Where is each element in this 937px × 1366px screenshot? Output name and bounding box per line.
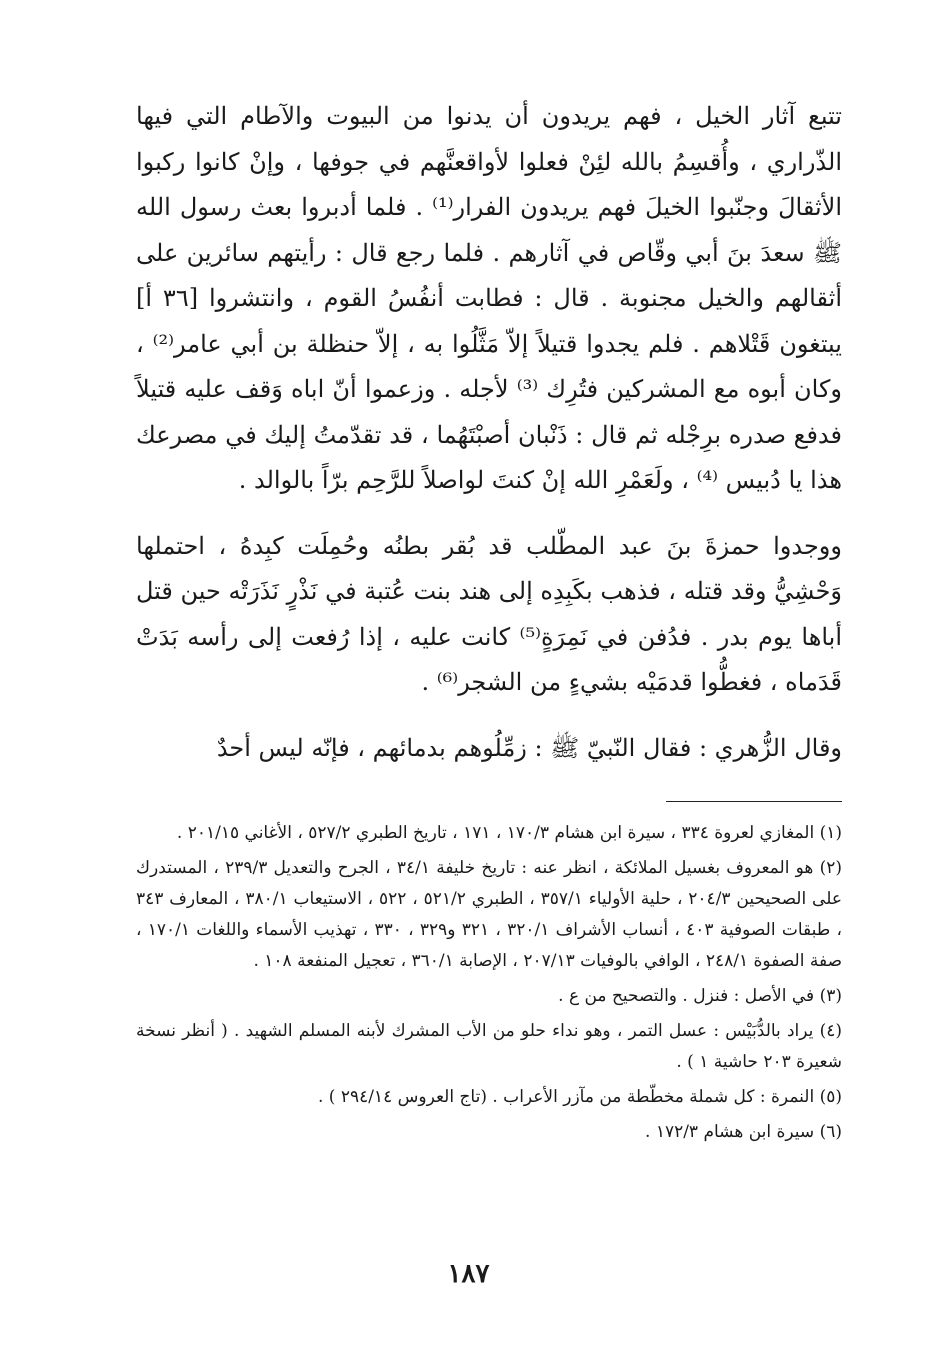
page-number: ١٨٧ — [447, 1259, 490, 1289]
paragraph-2: ووجدوا حمزةَ بنَ عبد المطّلب قد بُقر بطنُه وحُمِلَت كبِدهُ ، احتملها وَحْشِيُّ وقد قتله ، فذهب بكَبِدِه إلى هند بنت عُتبة في نَذْرٍ نَذَرَتْه حين قتل أباها يوم بدر . فدُفن في نَمِرَةٍ⁽⁵⁾ كانت عليه ، إذا رُفعت إلى رأسه بَدَتْ قَدَماه ، فغطُّوا قدمَيْه بشيءٍ من الشجر⁽⁶⁾ . — [136, 531, 843, 696]
footnote-4: (٤) يراد بالدُّبَيْس : عسل التمر ، وهو نداء حلو من الأب المشرك لأبنه المسلم الشهيد . ( أنظر نسخة شعيرة ٢٠٣ حاشية ١ ) . — [136, 1021, 842, 1072]
footnotes — [136, 818, 842, 1152]
footnote-6: (٦) سيرة ابن هشام ١٧٢/٣ . — [645, 1122, 842, 1142]
footnote-2: (٢) هو المعروف بغسيل الملائكة ، انظر عنه : تاريخ خليفة ٣٤/١ ، الجرح والتعديل ٢٣٩/٣ ، المستدرك على الصحيحين ٢٠٤/٣ ، حلية الأولياء ٣٥٧/١ ، الطبري ٥٢١/٢ ، ٥٢٢ ، الاستيعاب ٣٨٠/١ ، المعارف ٣٤٣ ، طبقات الصوفية ٤٠٣ ، أنساب الأشراف ٣٢٠/١ ، ٣٢١ و٣٢٩ ، ٣٣٠ ، تهذيب الأسماء واللغات ١٧٠/١ ، صفة الصفوة ٢٤٨/١ ، الوافي بالوفيات ٢٠٧/١٣ ، الإصابة ٣٦٠/١ ، تعجيل المنفعة ١٠٨ . — [136, 858, 843, 971]
paragraph-1: تتبع آثار الخيل ، فهم يريدون أن يدنوا من البيوت والآطام التي فيها الذّراري ، وأُقسِمُ بالله لئِنْ فعلوا لأواقعنَّهم في جوفها ، وإنْ كانوا ركبوا الأثقالَ وجنّبوا الخيلَ فهم يريدون الفرار⁽¹⁾ . فلما أدبروا بعث رسول الله ﷺ سعدَ بنَ أبي وقّاص في آثارهم . فلما رجع قال : رأيتهم سائرين على أثقالهم والخيل مجنوبة . قال : فطابت أنفُسُ القوم ، وانتشروا [٣٦ أ] يبتغون قَتْلاهم . فلم يجدوا قتيلاً إلاّ مَثَّلُوا به ، إلاّ حنظلة بن أبي عامر⁽²⁾ ، وكان أبوه مع المشركين فتُرِك ⁽³⁾ لأجله . وزعموا أنّ اباه وَقف عليه قتيلاً فدفع صدره برِجْله ثم قال : ذَنْبان أصبْتَهُما ، قد تقدّمتُ إليك في مصرعك هذا يا دُبيس ⁽⁴⁾ ، ولَعَمْرِ الله إنْ كنتَ لواصلاً للرَّحِم برّاً بالوالد . — [136, 102, 843, 494]
footnote-separator — [666, 801, 842, 802]
footnote-5: (٥) النمرة : كل شملة مخطّطة من مآزر الأعراب . (تاج العروس ٢٩٤/١٤ ) . — [317, 1087, 842, 1107]
footnote-3: (٣) في الأصل : فنزل . والتصحيح من ع . — [558, 986, 842, 1006]
paragraph-3: وقال الزُّهري : فقال النّبيّ ﷺ : زمِّلُوهم بدمائهم ، فإنّه ليس أحدٌ — [216, 733, 842, 762]
main-text — [136, 94, 842, 771]
footnote-1: (١) المغازي لعروة ٣٣٤ ، سيرة ابن هشام ١٧٠/٣ ، ١٧١ ، تاريخ الطبري ٥٢٧/٢ ، الأغاني ٢٠١/١٥ . — [176, 823, 842, 843]
